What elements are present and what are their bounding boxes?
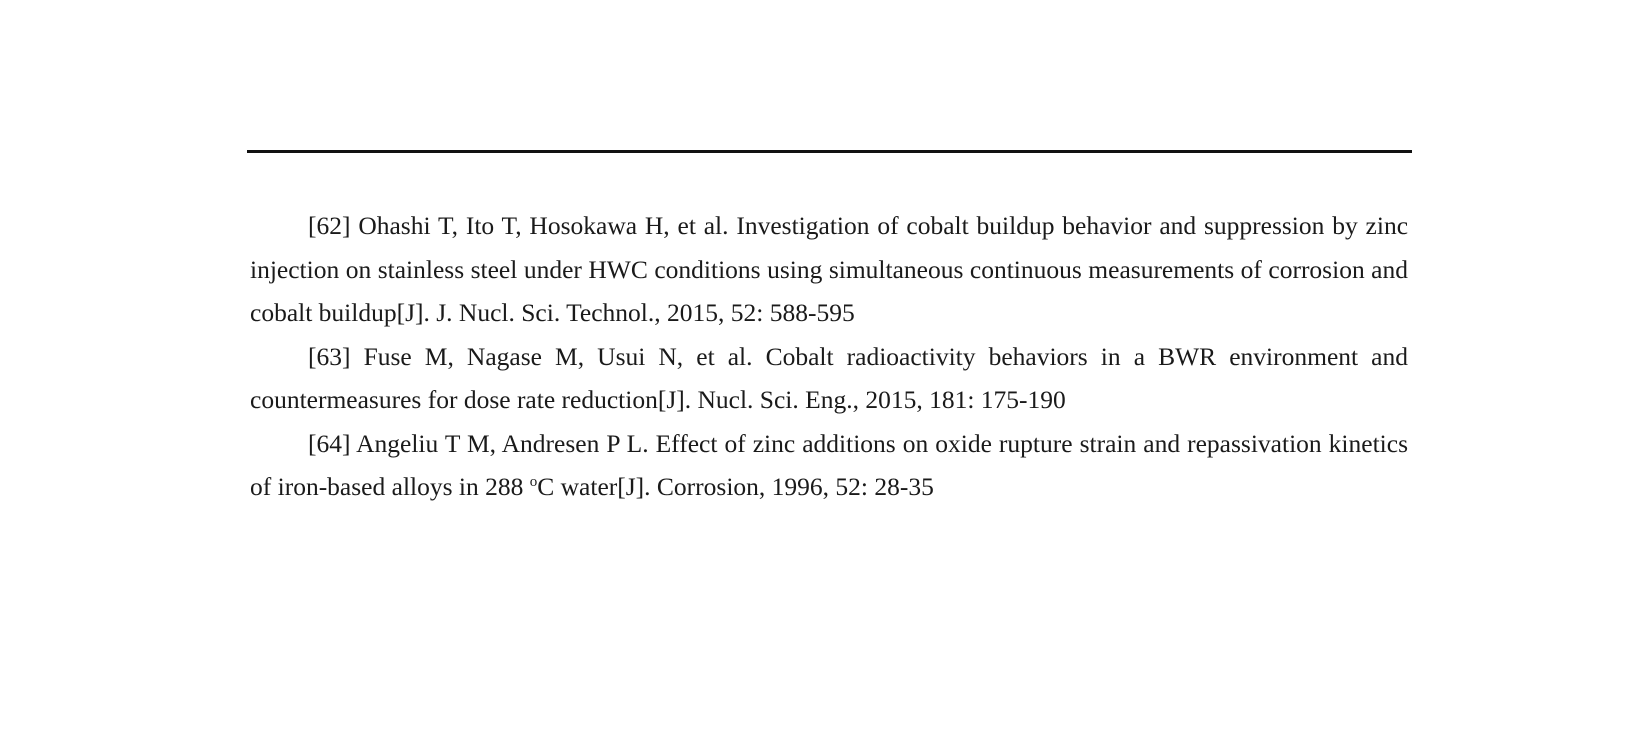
reference-text: Angeliu T M, Andresen P L. Effect of zinc additions on oxide rupture strain and repassivation kinetics of iron-based alloys in 288 (250, 428, 1408, 501)
header-rule (247, 150, 1412, 153)
reference-text: Ohashi T, Ito T, Hosokawa H, et al. Investigation of cobalt buildup behavior and suppression by zinc injection on stainless steel under HWC conditions using simultaneous continuous measurements of corrosion and cobalt buildup[J]. J. Nucl. Sci. Technol., 2015, 52: 588-595 (250, 211, 1409, 327)
reference-number: [63] (308, 341, 351, 371)
reference-64 (250, 422, 1408, 509)
degree-mark: o (529, 474, 538, 490)
reference-63 (250, 335, 1408, 422)
reference-list (250, 204, 1408, 509)
reference-text: Fuse M, Nagase M, Usui N, et al. Cobalt radioactivity behaviors in a BWR environment and countermeasures for dose rate reduction[J]. Nucl. Sci. Eng., 2015, 181: 175-190 (250, 341, 1409, 414)
reference-62 (250, 204, 1408, 335)
reference-text-end: C water[J]. Corrosion, 1996, 52: 28-35 (537, 472, 934, 501)
reference-number: [62] (308, 211, 351, 240)
reference-number: [64] (308, 428, 351, 458)
